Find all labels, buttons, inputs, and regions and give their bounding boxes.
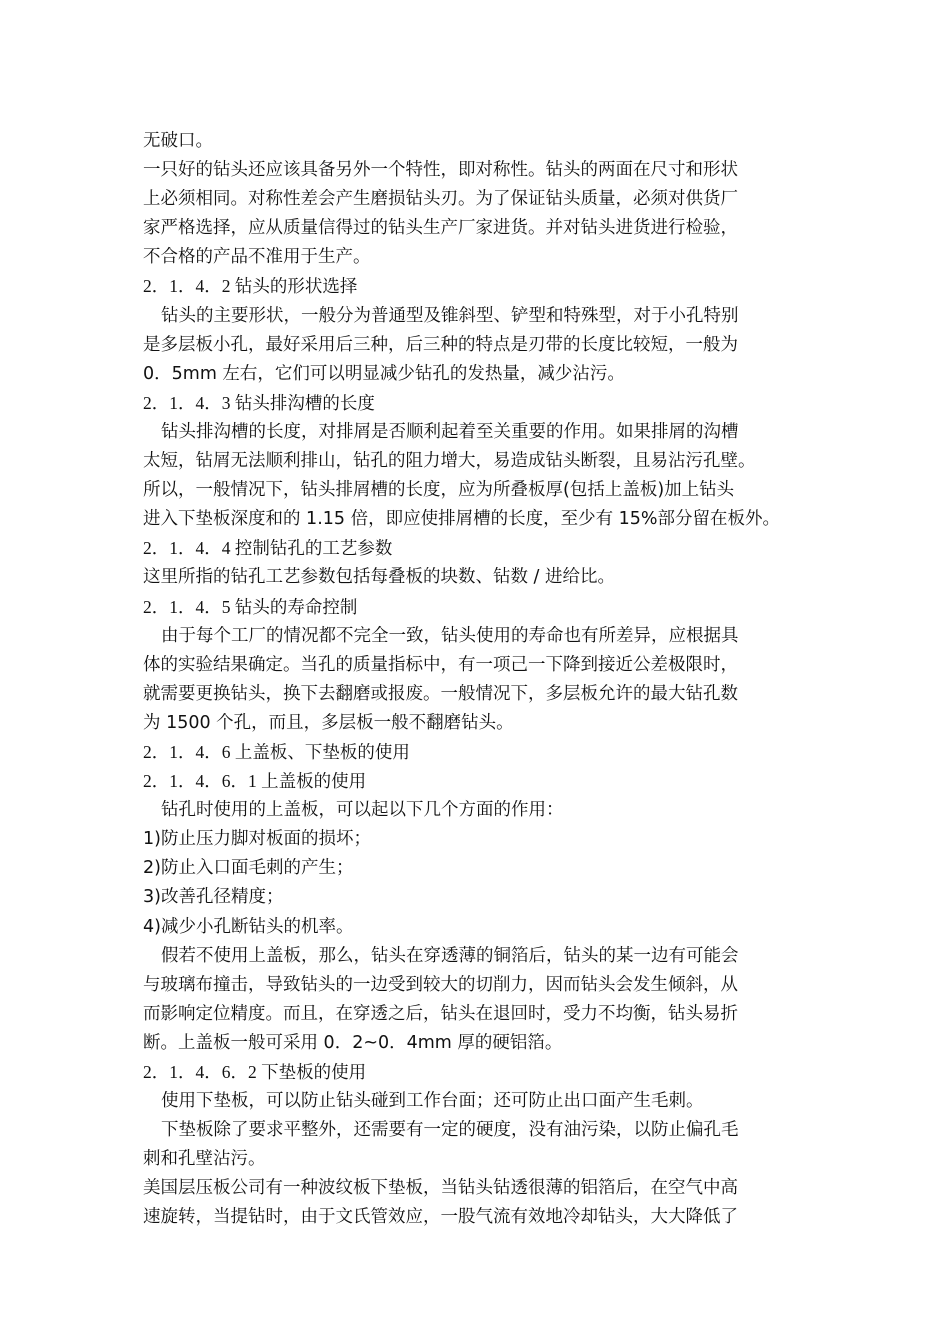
- text-line: 钻头的主要形状，一般分为普通型及锥斜型、铲型和特殊型，对于小孔特别: [161, 305, 739, 326]
- section-heading: [143, 593, 811, 622]
- section-number: 2．1．4．4: [143, 538, 231, 559]
- section-title: 控制钻孔的工艺参数: [234, 539, 393, 560]
- text-line: 一只好的钻头还应该具备另外一个特性，即对称性。钻头的两面在尺寸和形状: [143, 160, 738, 181]
- section-heading: [143, 1058, 811, 1087]
- text-line: 美国层压板公司有一种波纹板下垫板，当钻头钻透很薄的铝箔后，在空气中高: [143, 1178, 738, 1199]
- text-line: 这里所指的钻孔工艺参数包括每叠板的块数、钻数 / 进给比。: [143, 567, 616, 588]
- text-line: 无破口。: [143, 131, 213, 151]
- text-line: 上必须相同。对称性差会产生磨损钻头刃。为了保证钻头质量，必须对供货厂: [143, 189, 738, 210]
- section-heading: [143, 738, 811, 767]
- text-line: 是多层板小孔，最好采用后三种，后三种的特点是刃带的长度比较短，一般为: [143, 334, 738, 355]
- section-heading: [143, 534, 811, 563]
- section-title: 钻头的寿命控制: [234, 597, 358, 618]
- text-line: 就需要更换钻头，换下去翻磨或报废。一般情况下，多层板允许的最大钻孔数: [143, 683, 738, 704]
- text-line: 体的实验结果确定。当孔的质量指标中，有一项己一下降到接近公差极限时，: [143, 654, 738, 675]
- text-line: 刺和孔壁沾污。: [143, 1149, 266, 1170]
- text-line: 与玻璃布撞击，导致钻头的一边受到较大的切削力，因而钻头会发生倾斜，从: [143, 974, 738, 995]
- section-title: 下垫板的使用: [261, 1063, 367, 1083]
- text-line: 不合格的产品不准用于生产。: [143, 247, 371, 268]
- section-heading: [143, 389, 811, 418]
- text-line: 下垫板除了要求平整外，还需要有一定的硬度，没有油污染，以防止偏孔毛: [161, 1120, 739, 1141]
- text-line: 钻头排沟槽的长度，对排屑是否顺利起着至关重要的作用。如果排屑的沟槽: [161, 421, 739, 442]
- section-heading: [143, 767, 811, 796]
- text-line: 1)防止压力脚对板面的损坏；: [143, 829, 371, 850]
- text-line: 3)改善孔径精度；: [143, 887, 284, 908]
- section-number: 2．1．4．3: [143, 392, 231, 413]
- text-line: 速旋转，当提钻时，由于文氏管效应，一股气流有效地冷却钻头，大大降低了: [143, 1207, 738, 1228]
- text-line: 0．5mm 左右，它们可以明显减少钻孔的发热量，减少沾污。: [143, 363, 625, 384]
- text-line: 假若不使用上盖板，那么，钻头在穿透薄的铜箔后，钻头的某一边有可能会: [161, 945, 739, 966]
- text-line: 家严格选择，应从质量信得过的钻头生产厂家进货。并对钻头进货进行检验，: [143, 218, 738, 239]
- text-line: 而影响定位精度。而且，在穿透之后，钻头在退回时，受力不均衡，钻头易折: [143, 1003, 738, 1024]
- document-page: [143, 127, 811, 1233]
- section-number: 2．1．4．6．1: [143, 771, 257, 792]
- text-line: 所以，一般情况下，钻头排屑槽的长度，应为所叠板厚(包括上盖板)加上钻头: [143, 480, 735, 501]
- text-line: 进入下垫板深度和的 1.15 倍，即应使排屑槽的长度，至少有 15%部分留在板外。: [143, 509, 781, 530]
- section-title: 上盖板的使用: [261, 772, 367, 793]
- text-line: 钻孔时使用的上盖板，可以起以下几个方面的作用：: [161, 800, 564, 821]
- section-title: 钻头的形状选择: [234, 277, 358, 298]
- section-title: 上盖板、下垫板的使用: [234, 742, 410, 763]
- section-number: 2．1．4．6: [143, 741, 231, 762]
- text-line: 4)减少小孔断钻头的机率。: [143, 916, 354, 937]
- section-title: 钻头排沟槽的长度: [234, 393, 375, 414]
- text-line: 2)防止入口面毛刺的产生；: [143, 858, 354, 879]
- text-line: 太短，钻屑无法顺利排山，钻孔的阻力增大，易造成钻头断裂，且易沾污孔壁。: [143, 451, 756, 472]
- text-line: 由于每个工厂的情况都不完全一致，钻头使用的寿命也有所差异，应根据具: [161, 625, 739, 646]
- section-number: 2．1．4．2: [143, 276, 231, 297]
- text-line: 使用下垫板，可以防止钻头碰到工作台面；还可防止出口面产生毛刺。: [161, 1091, 704, 1112]
- section-number: 2．1．4．5: [143, 596, 231, 617]
- section-heading: [143, 272, 811, 301]
- text-line: 为 1500 个孔，而且，多层板一般不翻磨钻头。: [143, 712, 514, 733]
- text-line: 断。上盖板一般可采用 0．2~0．4mm 厚的硬铝箔。: [143, 1032, 563, 1053]
- section-number: 2．1．4．6．2: [143, 1062, 257, 1082]
